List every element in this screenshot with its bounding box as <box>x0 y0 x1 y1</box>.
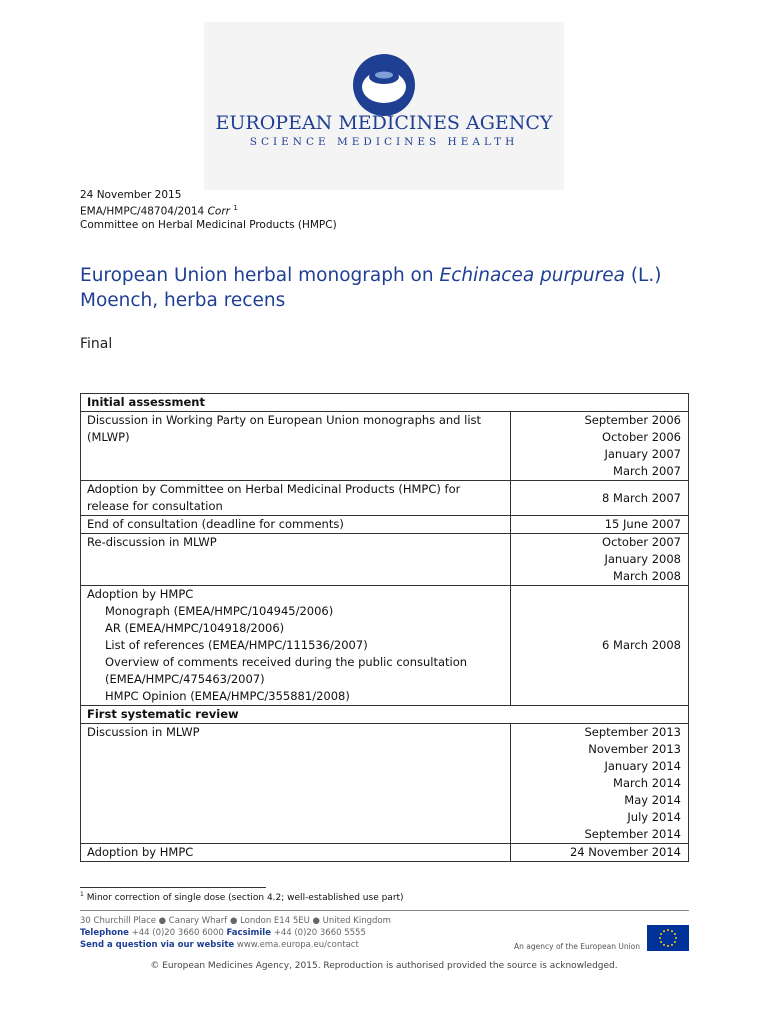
table-row: Discussion in Working Party on European Union monographs and list (MLWP) September 2006 October 2006 January 2007 March 2007 <box>81 412 689 481</box>
eu-star <box>659 937 661 939</box>
table-row: Adoption by HMPC 24 November 2014 <box>81 844 689 862</box>
committee-name: Committee on Herbal Medicinal Products (HMPC) <box>80 218 337 231</box>
footer-divider <box>80 910 689 911</box>
footnote-rule <box>80 887 266 888</box>
eu-star <box>674 941 676 943</box>
phone-line: Telephone +44 (0)20 3660 6000 Facsimile +44 (0)20 3660 5555 <box>80 928 366 938</box>
table-row: End of consultation (deadline for comments) 15 June 2007 <box>81 516 689 534</box>
history-table <box>80 393 689 862</box>
contact-line: Send a question via our website www.ema.europa.eu/contact <box>80 940 359 950</box>
table-section-header: Initial assessment <box>81 394 689 412</box>
eu-star <box>671 930 673 932</box>
page-title: European Union herbal monograph on Echinacea purpurea (L.) Moench, herba recens <box>80 265 662 311</box>
eu-star <box>667 945 669 947</box>
document-meta <box>80 189 337 232</box>
table-row: Discussion in MLWP September 2013 November 2013 January 2014 March 2014 May 2014 July 2014 September 2014 <box>81 724 689 844</box>
table-row: Adoption by Committee on Herbal Medicinal Products (HMPC) for release for consultation 8 March 2007 <box>81 481 689 516</box>
eu-flag-icon <box>647 925 689 951</box>
document-status: Final <box>80 336 113 352</box>
table-row: Adoption by HMPC Monograph (EMEA/HMPC/104945/2006) AR (EMEA/HMPC/104918/2006) List of references (EMEA/HMPC/111536/2007) Overview of comments received during the public consultation (EMEA/HMPC/475463/2007) HMPC Opinion (EMEA/HMPC/355881/2008) 6 March 2008 <box>81 586 689 706</box>
eu-star <box>671 944 673 946</box>
eu-star <box>663 944 665 946</box>
document-reference: EMA/HMPC/48704/2014 Corr $^1$ <box>80 204 238 218</box>
eu-star <box>675 937 677 939</box>
footer-address <box>80 915 391 951</box>
copyright: © European Medicines Agency, 2015. Reproduction is authorised provided the source is acknowledged. <box>150 961 618 971</box>
footnote: $^1$ Minor correction of single dose (section 4.2; well-established use part) <box>80 891 404 903</box>
document-date: 24 November 2015 <box>80 189 182 201</box>
eu-star <box>674 933 676 935</box>
table-section-header: First systematic review <box>81 706 689 724</box>
eu-star <box>660 941 662 943</box>
table-row: Re-discussion in MLWP October 2007 January 2008 March 2008 <box>81 534 689 586</box>
eu-star <box>660 933 662 935</box>
eu-star <box>663 930 665 932</box>
ema-logo-icon <box>352 53 416 117</box>
agency-name: EUROPEAN MEDICINES AGENCY <box>215 112 553 134</box>
agency-of-eu: An agency of the European Union <box>514 942 641 951</box>
agency-tagline: SCIENCE MEDICINES HEALTH <box>249 136 519 148</box>
contact-link[interactable]: www.ema.europa.eu/contact <box>236 940 359 950</box>
postal-address: 30 Churchill Place ● Canary Wharf ● London E14 5EU ● United Kingdom <box>80 916 391 926</box>
eu-star <box>667 929 669 931</box>
